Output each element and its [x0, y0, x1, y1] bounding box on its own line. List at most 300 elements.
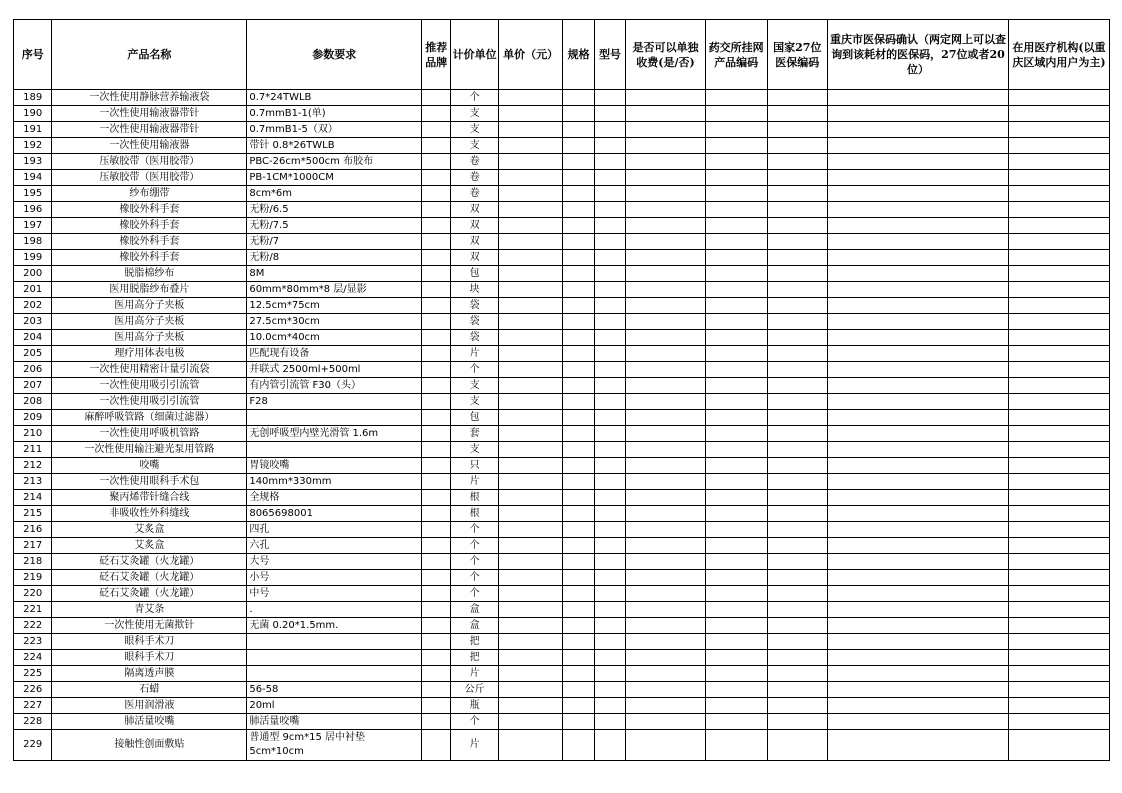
cell-price — [498, 122, 563, 138]
cell-charge — [626, 618, 706, 634]
cell-cq-code — [828, 154, 1009, 170]
cell-price — [498, 442, 563, 458]
cell-charge — [626, 490, 706, 506]
cell-brand — [422, 458, 451, 474]
cell-platform-code — [705, 490, 767, 506]
cell-cq-code — [828, 618, 1009, 634]
cell-cq-code — [828, 202, 1009, 218]
cell-model — [594, 426, 625, 442]
cell-params: 六孔 — [247, 538, 422, 554]
cell-unit: 把 — [451, 634, 498, 650]
cell-unit: 把 — [451, 650, 498, 666]
cell-price — [498, 186, 563, 202]
cell-cq-code — [828, 410, 1009, 426]
cell-cq-code — [828, 186, 1009, 202]
cell-seq: 193 — [14, 154, 52, 170]
cell-platform-code — [705, 442, 767, 458]
cell-price — [498, 618, 563, 634]
cell-price — [498, 394, 563, 410]
cell-charge — [626, 218, 706, 234]
cell-brand — [422, 90, 451, 106]
table-row — [14, 218, 1110, 234]
table-row — [14, 138, 1110, 154]
cell-params: 12.5cm*75cm — [247, 298, 422, 314]
cell-national-code — [767, 426, 828, 442]
cell-unit: 袋 — [451, 314, 498, 330]
cell-charge — [626, 298, 706, 314]
cell-seq: 203 — [14, 314, 52, 330]
cell-unit: 个 — [451, 570, 498, 586]
cell-price — [498, 138, 563, 154]
cell-name: 麻醉呼吸管路（细菌过滤器） — [52, 410, 247, 426]
cell-params: 带针 0.8*26TWLB — [247, 138, 422, 154]
cell-platform-code — [705, 506, 767, 522]
cell-brand — [422, 298, 451, 314]
cell-brand — [422, 314, 451, 330]
table-row — [14, 154, 1110, 170]
cell-cq-code — [828, 314, 1009, 330]
cell-params: PB-1CM*1000CM — [247, 170, 422, 186]
cell-cq-code — [828, 666, 1009, 682]
cell-cq-code — [828, 90, 1009, 106]
cell-model — [594, 666, 625, 682]
cell-institution — [1008, 602, 1109, 618]
table-row — [14, 314, 1110, 330]
cell-spec — [563, 122, 594, 138]
cell-seq: 190 — [14, 106, 52, 122]
cell-cq-code — [828, 650, 1009, 666]
table-row — [14, 714, 1110, 730]
cell-unit: 片 — [451, 474, 498, 490]
cell-model — [594, 298, 625, 314]
cell-name: 医用高分子夹板 — [52, 330, 247, 346]
cell-charge — [626, 698, 706, 714]
table-row — [14, 522, 1110, 538]
cell-price — [498, 490, 563, 506]
cell-name: 一次性使用精密计量引流袋 — [52, 362, 247, 378]
cell-cq-code — [828, 394, 1009, 410]
cell-brand — [422, 442, 451, 458]
cell-platform-code — [705, 170, 767, 186]
cell-params: 大号 — [247, 554, 422, 570]
cell-seq: 207 — [14, 378, 52, 394]
cell-model — [594, 730, 625, 761]
cell-name: 一次性使用输液器 — [52, 138, 247, 154]
cell-unit: 块 — [451, 282, 498, 298]
cell-unit: 双 — [451, 234, 498, 250]
cell-brand — [422, 554, 451, 570]
cell-brand — [422, 602, 451, 618]
table-row — [14, 458, 1110, 474]
cell-spec — [563, 474, 594, 490]
cell-national-code — [767, 378, 828, 394]
cell-institution — [1008, 650, 1109, 666]
cell-spec — [563, 330, 594, 346]
cell-params: 无粉/7 — [247, 234, 422, 250]
cell-name: 一次性使用吸引引流管 — [52, 378, 247, 394]
cell-cq-code — [828, 682, 1009, 698]
cell-params: 无菌 0.20*1.5mm. — [247, 618, 422, 634]
table-row — [14, 186, 1110, 202]
cell-cq-code — [828, 442, 1009, 458]
cell-national-code — [767, 506, 828, 522]
cell-params: F28 — [247, 394, 422, 410]
cell-institution — [1008, 90, 1109, 106]
cell-spec — [563, 538, 594, 554]
cell-institution — [1008, 186, 1109, 202]
cell-price — [498, 586, 563, 602]
cell-charge — [626, 506, 706, 522]
cell-params: 0.7*24TWLB — [247, 90, 422, 106]
cell-unit: 盒 — [451, 602, 498, 618]
cell-seq: 219 — [14, 570, 52, 586]
cell-institution — [1008, 362, 1109, 378]
cell-name: 脱脂棉纱布 — [52, 266, 247, 282]
cell-national-code — [767, 314, 828, 330]
table-row — [14, 730, 1110, 761]
cell-spec — [563, 346, 594, 362]
cell-spec — [563, 602, 594, 618]
cell-charge — [626, 410, 706, 426]
cell-price — [498, 154, 563, 170]
cell-brand — [422, 362, 451, 378]
cell-spec — [563, 634, 594, 650]
cell-spec — [563, 250, 594, 266]
cell-name: 一次性使用眼科手术包 — [52, 474, 247, 490]
cell-platform-code — [705, 298, 767, 314]
cell-model — [594, 554, 625, 570]
cell-price — [498, 682, 563, 698]
cell-params: 60mm*80mm*8 层/显影 — [247, 282, 422, 298]
cell-institution — [1008, 634, 1109, 650]
cell-price — [498, 170, 563, 186]
cell-brand — [422, 138, 451, 154]
cell-charge — [626, 330, 706, 346]
cell-charge — [626, 250, 706, 266]
cell-institution — [1008, 266, 1109, 282]
cell-price — [498, 634, 563, 650]
cell-platform-code — [705, 138, 767, 154]
cell-cq-code — [828, 634, 1009, 650]
cell-price — [498, 362, 563, 378]
cell-brand — [422, 586, 451, 602]
cell-cq-code — [828, 490, 1009, 506]
cell-charge — [626, 602, 706, 618]
cell-platform-code — [705, 586, 767, 602]
cell-model — [594, 714, 625, 730]
cell-brand — [422, 202, 451, 218]
cell-spec — [563, 234, 594, 250]
cell-spec — [563, 522, 594, 538]
cell-institution — [1008, 218, 1109, 234]
cell-price — [498, 250, 563, 266]
cell-spec — [563, 666, 594, 682]
cell-model — [594, 362, 625, 378]
cell-brand — [422, 154, 451, 170]
cell-institution — [1008, 570, 1109, 586]
cell-unit: 个 — [451, 362, 498, 378]
cell-cq-code — [828, 298, 1009, 314]
table-row — [14, 570, 1110, 586]
header-charge: 是否可以单独收费(是/否) — [626, 20, 706, 90]
cell-seq: 214 — [14, 490, 52, 506]
cell-name: 隔离透声膜 — [52, 666, 247, 682]
cell-national-code — [767, 266, 828, 282]
cell-params: 8M — [247, 266, 422, 282]
table-row — [14, 474, 1110, 490]
cell-seq: 215 — [14, 506, 52, 522]
cell-cq-code — [828, 266, 1009, 282]
cell-brand — [422, 250, 451, 266]
cell-seq: 211 — [14, 442, 52, 458]
cell-platform-code — [705, 122, 767, 138]
cell-name: 青艾条 — [52, 602, 247, 618]
cell-national-code — [767, 458, 828, 474]
cell-seq: 204 — [14, 330, 52, 346]
header-national-code: 国家27位医保编码 — [767, 20, 828, 90]
cell-price — [498, 570, 563, 586]
cell-model — [594, 186, 625, 202]
cell-charge — [626, 378, 706, 394]
cell-charge — [626, 234, 706, 250]
cell-national-code — [767, 442, 828, 458]
cell-national-code — [767, 538, 828, 554]
cell-unit: 只 — [451, 458, 498, 474]
cell-seq: 202 — [14, 298, 52, 314]
cell-brand — [422, 346, 451, 362]
cell-cq-code — [828, 234, 1009, 250]
cell-unit: 卷 — [451, 170, 498, 186]
cell-brand — [422, 394, 451, 410]
cell-seq: 213 — [14, 474, 52, 490]
cell-cq-code — [828, 122, 1009, 138]
cell-brand — [422, 330, 451, 346]
cell-charge — [626, 362, 706, 378]
cell-national-code — [767, 698, 828, 714]
cell-price — [498, 218, 563, 234]
cell-cq-code — [828, 730, 1009, 761]
cell-brand — [422, 410, 451, 426]
cell-platform-code — [705, 394, 767, 410]
cell-platform-code — [705, 410, 767, 426]
cell-platform-code — [705, 618, 767, 634]
cell-brand — [422, 698, 451, 714]
cell-name: 橡胶外科手套 — [52, 218, 247, 234]
cell-params: 无粉/8 — [247, 250, 422, 266]
cell-params: 20ml — [247, 698, 422, 714]
cell-brand — [422, 234, 451, 250]
table-row — [14, 682, 1110, 698]
cell-institution — [1008, 474, 1109, 490]
cell-cq-code — [828, 346, 1009, 362]
header-brand: 推荐品牌 — [422, 20, 451, 90]
cell-brand — [422, 170, 451, 186]
cell-seq: 227 — [14, 698, 52, 714]
cell-name: 理疗用体表电极 — [52, 346, 247, 362]
cell-charge — [626, 122, 706, 138]
cell-unit: 双 — [451, 202, 498, 218]
cell-model — [594, 122, 625, 138]
cell-cq-code — [828, 458, 1009, 474]
cell-cq-code — [828, 218, 1009, 234]
cell-spec — [563, 682, 594, 698]
cell-params: 胃镜咬嘴 — [247, 458, 422, 474]
cell-model — [594, 394, 625, 410]
table-header — [14, 20, 1110, 90]
cell-charge — [626, 314, 706, 330]
header-params: 参数要求 — [247, 20, 422, 90]
cell-platform-code — [705, 650, 767, 666]
cell-national-code — [767, 202, 828, 218]
cell-price — [498, 522, 563, 538]
cell-seq: 221 — [14, 602, 52, 618]
cell-params: 有内管引流管 F30（头） — [247, 378, 422, 394]
cell-institution — [1008, 138, 1109, 154]
cell-institution — [1008, 618, 1109, 634]
cell-national-code — [767, 634, 828, 650]
table-row — [14, 122, 1110, 138]
cell-seq: 194 — [14, 170, 52, 186]
cell-unit: 个 — [451, 554, 498, 570]
cell-spec — [563, 282, 594, 298]
header-seq: 序号 — [14, 20, 52, 90]
cell-price — [498, 458, 563, 474]
cell-name: 眼科手术刀 — [52, 650, 247, 666]
cell-price — [498, 378, 563, 394]
cell-params: 27.5cm*30cm — [247, 314, 422, 330]
cell-price — [498, 314, 563, 330]
cell-cq-code — [828, 570, 1009, 586]
cell-institution — [1008, 154, 1109, 170]
cell-institution — [1008, 586, 1109, 602]
cell-model — [594, 266, 625, 282]
cell-model — [594, 138, 625, 154]
cell-model — [594, 602, 625, 618]
cell-charge — [626, 394, 706, 410]
cell-unit: 支 — [451, 394, 498, 410]
cell-price — [498, 554, 563, 570]
cell-platform-code — [705, 266, 767, 282]
cell-brand — [422, 490, 451, 506]
cell-unit: 双 — [451, 218, 498, 234]
cell-institution — [1008, 538, 1109, 554]
cell-cq-code — [828, 602, 1009, 618]
cell-params: 无粉/6.5 — [247, 202, 422, 218]
cell-name: 接触性创面敷贴 — [52, 730, 247, 761]
cell-unit: 公斤 — [451, 682, 498, 698]
cell-params: 肺活量咬嘴 — [247, 714, 422, 730]
cell-params: 56-58 — [247, 682, 422, 698]
cell-seq: 200 — [14, 266, 52, 282]
cell-price — [498, 474, 563, 490]
cell-brand — [422, 714, 451, 730]
cell-seq: 216 — [14, 522, 52, 538]
cell-price — [498, 106, 563, 122]
product-table — [13, 19, 1110, 761]
cell-name: 砭石艾灸罐（火龙罐） — [52, 554, 247, 570]
cell-charge — [626, 586, 706, 602]
cell-unit: 个 — [451, 522, 498, 538]
table-row — [14, 378, 1110, 394]
cell-brand — [422, 666, 451, 682]
cell-spec — [563, 314, 594, 330]
cell-charge — [626, 522, 706, 538]
cell-platform-code — [705, 90, 767, 106]
cell-name: 一次性使用输液器带针 — [52, 106, 247, 122]
cell-institution — [1008, 506, 1109, 522]
table-row — [14, 506, 1110, 522]
cell-price — [498, 234, 563, 250]
cell-seq: 212 — [14, 458, 52, 474]
cell-national-code — [767, 138, 828, 154]
cell-institution — [1008, 490, 1109, 506]
cell-name: 压敏胶带（医用胶带） — [52, 170, 247, 186]
cell-price — [498, 346, 563, 362]
cell-platform-code — [705, 330, 767, 346]
cell-unit: 包 — [451, 266, 498, 282]
table-row — [14, 490, 1110, 506]
header-cq-code: 重庆市医保码确认（两定网上可以查询到该耗材的医保码，27位或者20位） — [828, 20, 1009, 90]
cell-institution — [1008, 234, 1109, 250]
cell-model — [594, 106, 625, 122]
cell-institution — [1008, 314, 1109, 330]
cell-charge — [626, 666, 706, 682]
cell-price — [498, 602, 563, 618]
cell-unit: 根 — [451, 490, 498, 506]
cell-model — [594, 682, 625, 698]
cell-seq: 198 — [14, 234, 52, 250]
cell-brand — [422, 474, 451, 490]
cell-charge — [626, 170, 706, 186]
cell-model — [594, 474, 625, 490]
cell-unit: 包 — [451, 410, 498, 426]
cell-params: 无粉/7.5 — [247, 218, 422, 234]
cell-price — [498, 90, 563, 106]
cell-unit: 瓶 — [451, 698, 498, 714]
cell-params: 8065698001 — [247, 506, 422, 522]
cell-spec — [563, 202, 594, 218]
cell-national-code — [767, 282, 828, 298]
table-row — [14, 298, 1110, 314]
cell-model — [594, 458, 625, 474]
cell-price — [498, 506, 563, 522]
cell-name: 橡胶外科手套 — [52, 234, 247, 250]
cell-spec — [563, 442, 594, 458]
cell-unit: 双 — [451, 250, 498, 266]
cell-charge — [626, 458, 706, 474]
table-row — [14, 90, 1110, 106]
cell-charge — [626, 682, 706, 698]
cell-seq: 228 — [14, 714, 52, 730]
cell-institution — [1008, 346, 1109, 362]
cell-charge — [626, 538, 706, 554]
cell-platform-code — [705, 154, 767, 170]
cell-national-code — [767, 250, 828, 266]
cell-spec — [563, 90, 594, 106]
cell-params: 10.0cm*40cm — [247, 330, 422, 346]
header-model: 型号 — [594, 20, 625, 90]
cell-cq-code — [828, 362, 1009, 378]
cell-params: 普通型 9cm*15 居中衬垫 5cm*10cm — [247, 730, 422, 761]
cell-brand — [422, 122, 451, 138]
table-row — [14, 634, 1110, 650]
cell-platform-code — [705, 474, 767, 490]
cell-model — [594, 634, 625, 650]
cell-brand — [422, 218, 451, 234]
cell-spec — [563, 154, 594, 170]
header-unit: 计价单位 — [451, 20, 498, 90]
cell-institution — [1008, 426, 1109, 442]
